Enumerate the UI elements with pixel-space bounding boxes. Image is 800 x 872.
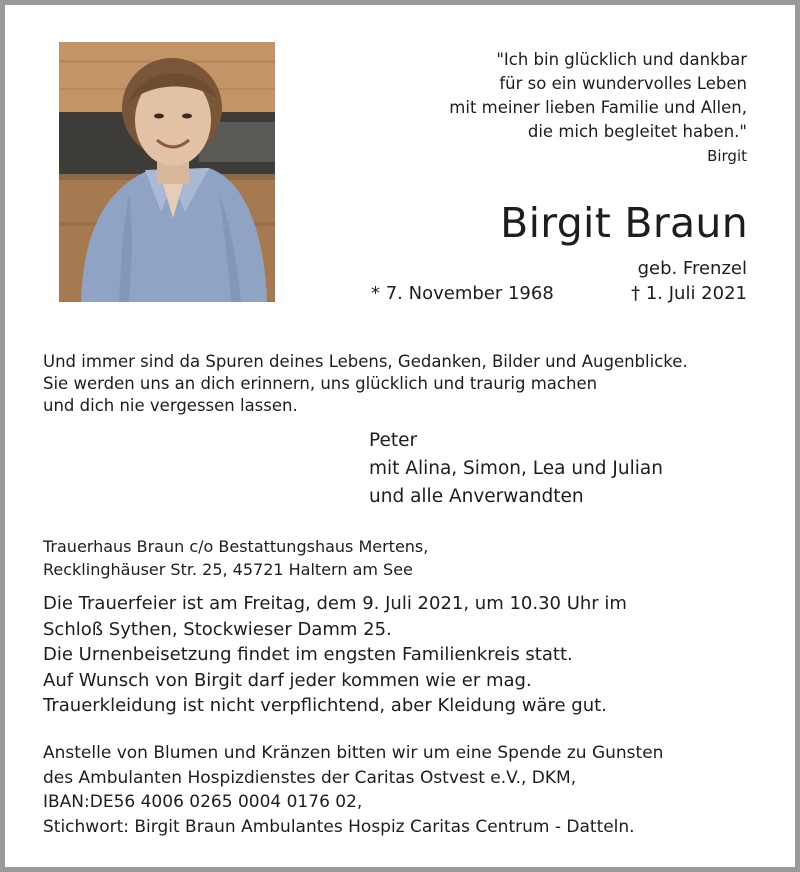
- quote-line: mit meiner lieben Familie und Allen,: [449, 98, 747, 117]
- mourner-line: Peter: [369, 430, 418, 451]
- ceremony-line: Die Urnenbeisetzung findet im engsten Familienkreis statt.: [43, 644, 573, 665]
- donation-line: des Ambulanten Hospizdienstes der Caritas Ostvest e.V., DKM,: [43, 767, 577, 788]
- donation-line: Anstelle von Blumen und Kränzen bitten wir um eine Spende zu Gunsten: [43, 743, 664, 763]
- deceased-name: Birgit Braun: [500, 199, 748, 247]
- obituary-notice: [5, 5, 795, 867]
- mourning-address: [43, 535, 428, 581]
- birth-date: * 7. November 1968: [371, 283, 554, 304]
- quote-line: "Ich bin glücklich und dankbar: [496, 50, 747, 69]
- memorial-verse: [43, 351, 688, 417]
- quote-block: [407, 48, 747, 168]
- mourner-line: mit Alina, Simon, Lea und Julian: [369, 458, 663, 479]
- quote-signature: Birgit: [707, 147, 747, 165]
- quote-line: die mich begleitet haben.": [527, 122, 747, 141]
- address-line: Trauerhaus Braun c/o Bestattungshaus Mertens,: [43, 537, 429, 556]
- ceremony-line: Die Trauerfeier ist am Freitag, dem 9. Juli 2021, um 10.30 Uhr im: [43, 593, 627, 614]
- ceremony-line: Auf Wunsch von Birgit darf jeder kommen wie er mag.: [43, 669, 532, 691]
- ceremony-details: [43, 591, 627, 719]
- mourners-list: [369, 427, 663, 511]
- donation-request: [43, 741, 663, 839]
- address-line: Recklinghäuser Str. 25, 45721 Haltern am See: [43, 560, 413, 579]
- donation-keyword: Stichwort: Birgit Braun Ambulantes Hospiz Caritas Centrum - Datteln.: [43, 816, 635, 837]
- donation-iban: IBAN:DE56 4006 0265 0004 0176 02,: [43, 792, 363, 812]
- mourner-line: und alle Anverwandten: [369, 486, 584, 507]
- ceremony-line: Schloß Sythen, Stockwieser Damm 25.: [43, 618, 392, 640]
- ceremony-line: Trauerkleidung ist nicht verpflichtend, aber Kleidung wäre gut.: [43, 695, 607, 716]
- quote-line: für so ein wundervolles Leben: [499, 74, 747, 93]
- death-date: † 1. Juli 2021: [631, 283, 747, 304]
- verse-line: Und immer sind da Spuren deines Lebens, Gedanken, Bilder und Augenblicke.: [43, 352, 688, 371]
- verse-line: Sie werden uns an dich erinnern, uns glücklich und traurig machen: [43, 374, 598, 393]
- portrait-photo: [59, 42, 275, 302]
- maiden-name: geb. Frenzel: [637, 258, 747, 279]
- verse-line: und dich nie vergessen lassen.: [43, 396, 298, 415]
